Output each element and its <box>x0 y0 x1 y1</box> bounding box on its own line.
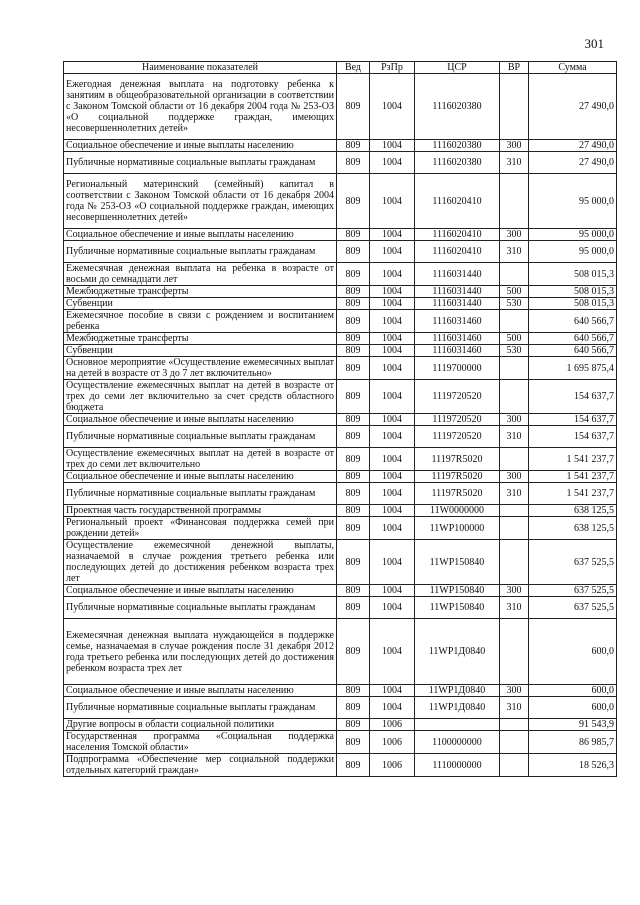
row-csr: 1116020410 <box>415 241 500 263</box>
header-ved: Вед <box>337 62 370 74</box>
row-vr <box>500 505 529 517</box>
row-ved: 809 <box>337 286 370 298</box>
row-csr: 1116020410 <box>415 174 500 229</box>
table-row <box>64 540 617 585</box>
row-name: Межбюджетные трансферты <box>64 333 337 345</box>
table-row <box>64 597 617 619</box>
row-csr: 11W0000000 <box>415 505 500 517</box>
row-name: Основное мероприятие «Осуществление ежемесячных выплат на детей в возрасте от 3 до 7 лет включительно» <box>64 357 337 380</box>
row-rzpr: 1004 <box>370 697 415 719</box>
row-rzpr: 1004 <box>370 517 415 540</box>
row-vr: 530 <box>500 298 529 310</box>
header-rzpr: РзПр <box>370 62 415 74</box>
row-rzpr: 1004 <box>370 448 415 471</box>
row-ved: 809 <box>337 229 370 241</box>
row-ved: 809 <box>337 731 370 754</box>
row-csr: 1116031460 <box>415 345 500 357</box>
row-sum: 154 637,7 <box>529 426 617 448</box>
row-sum: 91 543,9 <box>529 719 617 731</box>
row-name: Публичные нормативные социальные выплаты гражданам <box>64 483 337 505</box>
row-name: Социальное обеспечение и иные выплаты населению <box>64 685 337 697</box>
row-ved: 809 <box>337 414 370 426</box>
row-sum: 154 637,7 <box>529 380 617 414</box>
row-rzpr: 1004 <box>370 345 415 357</box>
table-row <box>64 619 617 685</box>
row-name: Региональный проект «Финансовая поддержка семей при рождении детей» <box>64 517 337 540</box>
table-row <box>64 697 617 719</box>
table-row <box>64 333 617 345</box>
row-ved: 809 <box>337 74 370 140</box>
row-rzpr: 1004 <box>370 357 415 380</box>
row-vr: 300 <box>500 685 529 697</box>
table-row <box>64 505 617 517</box>
row-csr: 1119720520 <box>415 380 500 414</box>
table-row <box>64 357 617 380</box>
row-sum: 27 490,0 <box>529 74 617 140</box>
row-name: Ежемесячное пособие в связи с рождением и воспитанием ребенка <box>64 310 337 333</box>
table-row <box>64 448 617 471</box>
row-vr <box>500 517 529 540</box>
row-rzpr: 1004 <box>370 585 415 597</box>
table-row <box>64 471 617 483</box>
row-csr: 11WP150840 <box>415 540 500 585</box>
row-ved: 809 <box>337 380 370 414</box>
table-row <box>64 229 617 241</box>
table-row <box>64 298 617 310</box>
row-ved: 809 <box>337 483 370 505</box>
table-row <box>64 719 617 731</box>
row-rzpr: 1004 <box>370 74 415 140</box>
row-rzpr: 1004 <box>370 310 415 333</box>
row-vr <box>500 263 529 286</box>
row-csr: 11197R5020 <box>415 471 500 483</box>
row-sum: 18 526,3 <box>529 754 617 777</box>
table-row <box>64 152 617 174</box>
header-name: Наименование показателей <box>64 62 337 74</box>
row-csr: 1119720520 <box>415 414 500 426</box>
row-sum: 640 566,7 <box>529 345 617 357</box>
row-rzpr: 1006 <box>370 719 415 731</box>
row-ved: 809 <box>337 310 370 333</box>
row-rzpr: 1004 <box>370 483 415 505</box>
row-ved: 809 <box>337 685 370 697</box>
row-vr <box>500 74 529 140</box>
row-ved: 809 <box>337 298 370 310</box>
table-row <box>64 517 617 540</box>
row-rzpr: 1004 <box>370 298 415 310</box>
row-vr: 500 <box>500 333 529 345</box>
table-row <box>64 685 617 697</box>
row-sum: 637 525,5 <box>529 540 617 585</box>
row-sum: 600,0 <box>529 697 617 719</box>
row-sum: 637 525,5 <box>529 585 617 597</box>
row-ved: 809 <box>337 152 370 174</box>
row-ved: 809 <box>337 585 370 597</box>
row-rzpr: 1004 <box>370 333 415 345</box>
row-ved: 809 <box>337 719 370 731</box>
row-sum: 1 541 237,7 <box>529 448 617 471</box>
row-name: Публичные нормативные социальные выплаты гражданам <box>64 697 337 719</box>
row-name: Осуществление ежемесячных выплат на детей в возрасте от трех до семи лет включительно за счет средств областного бюджета <box>64 380 337 414</box>
row-rzpr: 1004 <box>370 174 415 229</box>
row-rzpr: 1004 <box>370 152 415 174</box>
row-sum: 95 000,0 <box>529 174 617 229</box>
row-vr <box>500 731 529 754</box>
row-rzpr: 1004 <box>370 540 415 585</box>
row-sum: 508 015,3 <box>529 263 617 286</box>
row-vr: 500 <box>500 286 529 298</box>
row-csr: 11WP1Д0840 <box>415 619 500 685</box>
row-ved: 809 <box>337 619 370 685</box>
row-name: Социальное обеспечение и иные выплаты населению <box>64 471 337 483</box>
row-ved: 809 <box>337 426 370 448</box>
row-csr: 11WP100000 <box>415 517 500 540</box>
row-vr: 300 <box>500 585 529 597</box>
row-csr: 1116031440 <box>415 286 500 298</box>
header-sum: Сумма <box>529 62 617 74</box>
row-csr: 11WP1Д0840 <box>415 685 500 697</box>
row-sum: 1 541 237,7 <box>529 471 617 483</box>
row-csr: 1116020380 <box>415 140 500 152</box>
row-sum: 86 985,7 <box>529 731 617 754</box>
row-sum: 508 015,3 <box>529 286 617 298</box>
row-ved: 809 <box>337 448 370 471</box>
row-sum: 27 490,0 <box>529 140 617 152</box>
row-vr <box>500 448 529 471</box>
row-csr: 11197R5020 <box>415 448 500 471</box>
row-ved: 809 <box>337 697 370 719</box>
row-name: Субвенции <box>64 298 337 310</box>
table-row <box>64 414 617 426</box>
row-vr <box>500 357 529 380</box>
row-csr: 1116031440 <box>415 298 500 310</box>
row-rzpr: 1004 <box>370 263 415 286</box>
row-sum: 640 566,7 <box>529 310 617 333</box>
row-csr: 11WP150840 <box>415 585 500 597</box>
table-row <box>64 74 617 140</box>
row-sum: 638 125,5 <box>529 505 617 517</box>
row-ved: 809 <box>337 505 370 517</box>
table-row <box>64 426 617 448</box>
row-rzpr: 1004 <box>370 426 415 448</box>
row-vr <box>500 174 529 229</box>
row-sum: 1 541 237,7 <box>529 483 617 505</box>
table-row <box>64 380 617 414</box>
row-vr: 300 <box>500 471 529 483</box>
row-sum: 508 015,3 <box>529 298 617 310</box>
table-row <box>64 585 617 597</box>
row-name: Публичные нормативные социальные выплаты гражданам <box>64 597 337 619</box>
row-sum: 640 566,7 <box>529 333 617 345</box>
row-sum: 27 490,0 <box>529 152 617 174</box>
row-name: Публичные нормативные социальные выплаты гражданам <box>64 152 337 174</box>
row-csr: 1119700000 <box>415 357 500 380</box>
row-ved: 809 <box>337 140 370 152</box>
row-name: Социальное обеспечение и иные выплаты населению <box>64 229 337 241</box>
row-rzpr: 1004 <box>370 286 415 298</box>
row-vr <box>500 754 529 777</box>
row-csr: 1100000000 <box>415 731 500 754</box>
row-csr: 1116031440 <box>415 263 500 286</box>
row-rzpr: 1004 <box>370 241 415 263</box>
row-csr: 1116020380 <box>415 74 500 140</box>
row-csr: 1110000000 <box>415 754 500 777</box>
row-ved: 809 <box>337 345 370 357</box>
row-csr: 11197R5020 <box>415 483 500 505</box>
table-row <box>64 310 617 333</box>
row-name: Ежегодная денежная выплата на подготовку ребенка к занятиям в общеобразовательной организации в соответствии с Законом Томской области от 16 декабря 2004 года № 253-ОЗ «О социальной поддержке граждан, имеющих несовершеннолетних детей» <box>64 74 337 140</box>
row-sum: 600,0 <box>529 685 617 697</box>
row-vr <box>500 310 529 333</box>
row-csr: 1119720520 <box>415 426 500 448</box>
row-csr: 1116020410 <box>415 229 500 241</box>
row-rzpr: 1004 <box>370 414 415 426</box>
row-csr <box>415 719 500 731</box>
row-rzpr: 1004 <box>370 619 415 685</box>
row-vr <box>500 719 529 731</box>
table-row <box>64 140 617 152</box>
table-row <box>64 174 617 229</box>
row-vr <box>500 619 529 685</box>
row-name: Ежемесячная денежная выплата нуждающейся в поддержке семье, назначаемая в случае рождения после 31 декабря 2012 года третьего ребенка или последующих детей до достижения ребенком возраста трех лет <box>64 619 337 685</box>
row-vr: 310 <box>500 241 529 263</box>
row-sum: 638 125,5 <box>529 517 617 540</box>
table-row <box>64 263 617 286</box>
row-name: Субвенции <box>64 345 337 357</box>
row-name: Осуществление ежемесячной денежной выплаты, назначаемой в случае рождения третьего ребенка или последующих детей до достижения ребенком возраста трех лет <box>64 540 337 585</box>
row-vr: 300 <box>500 140 529 152</box>
row-vr: 530 <box>500 345 529 357</box>
row-ved: 809 <box>337 333 370 345</box>
row-name: Социальное обеспечение и иные выплаты населению <box>64 585 337 597</box>
row-rzpr: 1004 <box>370 685 415 697</box>
row-sum: 95 000,0 <box>529 241 617 263</box>
row-ved: 809 <box>337 754 370 777</box>
page-number: 301 <box>584 36 604 51</box>
row-ved: 809 <box>337 597 370 619</box>
table-row <box>64 241 617 263</box>
row-name: Подпрограмма «Обеспечение мер социальной поддержки отдельных категорий граждан» <box>64 754 337 777</box>
row-name: Государственная программа «Социальная поддержка населения Томской области» <box>64 731 337 754</box>
row-csr: 1116020380 <box>415 152 500 174</box>
table-row <box>64 754 617 777</box>
row-csr: 1116031460 <box>415 310 500 333</box>
table-row <box>64 483 617 505</box>
row-vr: 310 <box>500 597 529 619</box>
row-rzpr: 1004 <box>370 505 415 517</box>
row-rzpr: 1004 <box>370 471 415 483</box>
row-name: Осуществление ежемесячных выплат на детей в возрасте от трех до семи лет включительно <box>64 448 337 471</box>
row-ved: 809 <box>337 263 370 286</box>
row-sum: 1 695 875,4 <box>529 357 617 380</box>
row-sum: 154 637,7 <box>529 414 617 426</box>
row-csr: 11WP1Д0840 <box>415 697 500 719</box>
table-header-row <box>64 62 617 74</box>
row-vr: 300 <box>500 414 529 426</box>
row-name: Социальное обеспечение и иные выплаты населению <box>64 140 337 152</box>
row-vr: 310 <box>500 426 529 448</box>
row-vr: 300 <box>500 229 529 241</box>
row-rzpr: 1004 <box>370 597 415 619</box>
row-vr: 310 <box>500 152 529 174</box>
row-ved: 809 <box>337 471 370 483</box>
row-rzpr: 1004 <box>370 380 415 414</box>
row-rzpr: 1006 <box>370 731 415 754</box>
row-sum: 95 000,0 <box>529 229 617 241</box>
table-row <box>64 345 617 357</box>
row-name: Публичные нормативные социальные выплаты гражданам <box>64 426 337 448</box>
row-vr <box>500 380 529 414</box>
row-name: Ежемесячная денежная выплата на ребенка в возрасте от восьми до семнадцати лет <box>64 263 337 286</box>
row-rzpr: 1004 <box>370 140 415 152</box>
row-ved: 809 <box>337 357 370 380</box>
row-csr: 11WP150840 <box>415 597 500 619</box>
budget-table <box>63 61 617 777</box>
row-vr: 310 <box>500 697 529 719</box>
row-sum: 637 525,5 <box>529 597 617 619</box>
row-ved: 809 <box>337 241 370 263</box>
row-ved: 809 <box>337 174 370 229</box>
row-rzpr: 1006 <box>370 754 415 777</box>
row-ved: 809 <box>337 540 370 585</box>
header-vr: ВР <box>500 62 529 74</box>
row-rzpr: 1004 <box>370 229 415 241</box>
table-row <box>64 731 617 754</box>
row-vr <box>500 540 529 585</box>
row-name: Социальное обеспечение и иные выплаты населению <box>64 414 337 426</box>
row-name: Публичные нормативные социальные выплаты гражданам <box>64 241 337 263</box>
row-sum: 600,0 <box>529 619 617 685</box>
row-name: Региональный материнский (семейный) капитал в соответствии с Законом Томской области от 16 декабря 2004 года № 253-ОЗ «О социальной поддержке граждан, имеющих несовершеннолетних детей» <box>64 174 337 229</box>
row-vr: 310 <box>500 483 529 505</box>
row-name: Межбюджетные трансферты <box>64 286 337 298</box>
row-name: Проектная часть государственной программы <box>64 505 337 517</box>
table-row <box>64 286 617 298</box>
row-ved: 809 <box>337 517 370 540</box>
header-csr: ЦСР <box>415 62 500 74</box>
row-name: Другие вопросы в области социальной политики <box>64 719 337 731</box>
row-csr: 1116031460 <box>415 333 500 345</box>
